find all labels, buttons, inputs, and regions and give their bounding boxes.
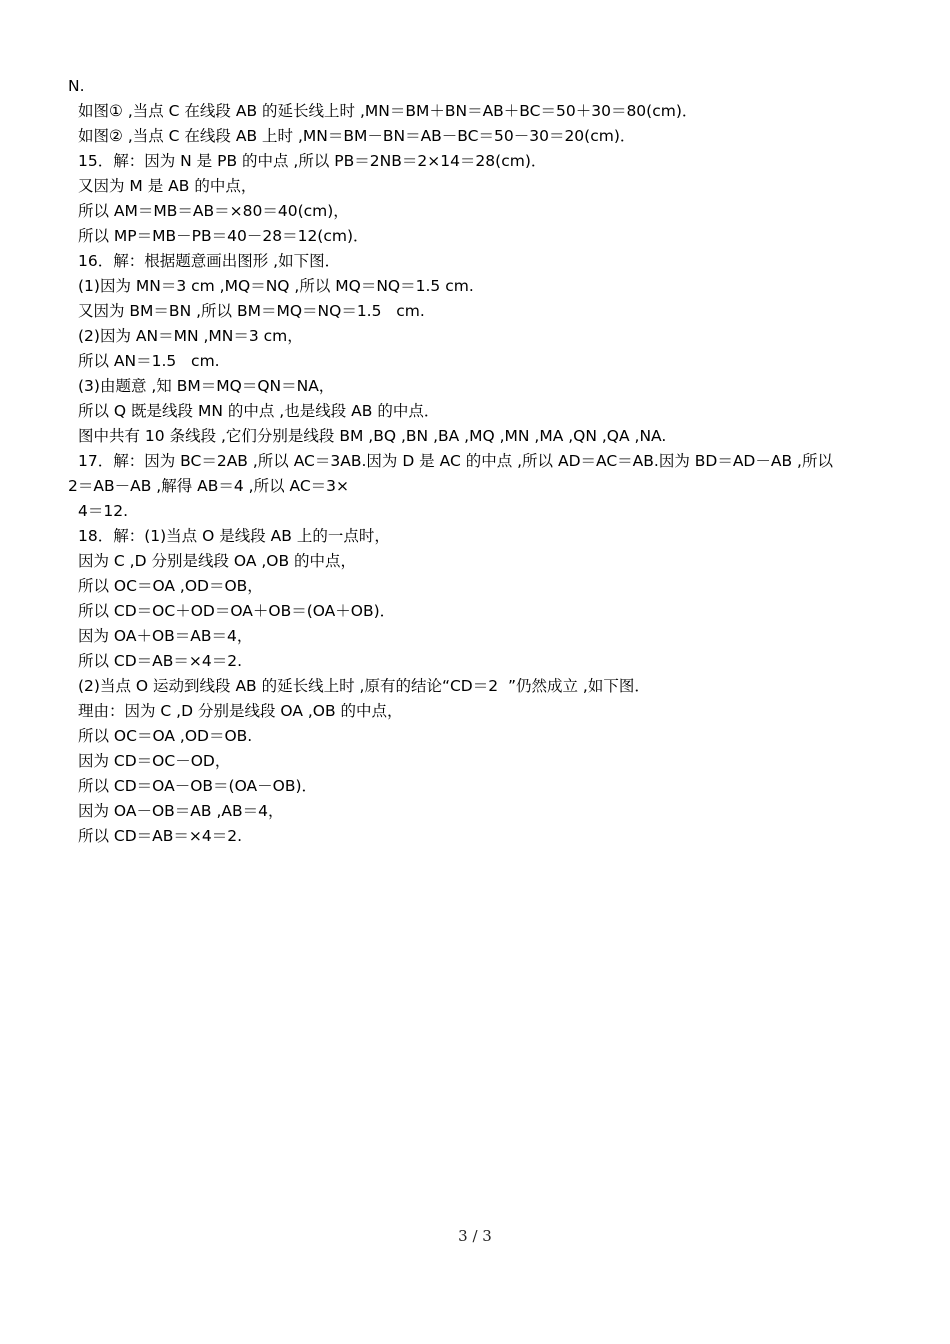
text-line: 所以 CD＝AB＝×4＝2. [78,652,243,670]
text-line: 16．解：根据题意画出图形 ,如下图． [78,252,341,270]
text-line: 2＝AB－AB ,解得 AB＝4 ,所以 AC＝3× [68,477,349,495]
text-line: 所以 AM＝MB＝AB＝×80＝40(cm)， [78,202,349,220]
text-line: 图中共有 10 条线段 ,它们分别是线段 BM ,BQ ,BN ,BA ,MQ ,MN ,MA ,QN ,QA ,NA. [78,427,667,445]
text-line: 如图① ,当点 C 在线段 AB 的延长线上时 ,MN＝BM＋BN＝AB＋BC＝50＋30＝80(cm)． [78,102,698,120]
text-line: (1)因为 MN＝3 cm ,MQ＝NQ ,所以 MQ＝NQ＝1.5 cm. [78,277,474,295]
text-line: 因为 OA－OB＝AB ,AB＝4， [78,802,284,820]
text-line: 如图② ,当点 C 在线段 AB 上时 ,MN＝BM－BN＝AB－BC＝50－30＝20(cm)． [78,127,636,145]
text-line: 所以 AN＝1.5 cm. [78,352,220,370]
text-line: (2)因为 AN＝MN ,MN＝3 cm， [78,327,303,345]
text-line: (2)当点 O 运动到线段 AB 的延长线上时 ,原有的结论“CD＝2 ”仍然成立 ,如下图． [78,677,650,695]
text-line: 所以 MP＝MB－PB＝40－28＝12(cm)． [78,227,369,245]
text-line: 15．解：因为 N 是 PB 的中点 ,所以 PB＝2NB＝2×14＝28(cm)． [78,152,547,170]
page-number: 3 / 3 [458,1227,492,1245]
text-line: 所以 CD＝AB＝×4＝2. [78,827,243,845]
text-line: 因为 OA＋OB＝AB＝4， [78,627,253,645]
text-line: 因为 CD＝OC－OD， [78,752,231,770]
text-line: 所以 OC＝OA ,OD＝OB. [78,727,253,745]
text-line: 4＝12. [78,502,129,520]
text-line: 17．解：因为 BC＝2AB ,所以 AC＝3AB.因为 D 是 AC 的中点 ,所以 AD＝AC＝AB.因为 BD＝AD－AB ,所以 [78,452,833,470]
solution-text [68,74,883,849]
text-line: N. [68,77,85,95]
text-line: (3)由题意 ,知 BM＝MQ＝QN＝NA， [78,377,335,395]
text-line: 又因为 BM＝BN ,所以 BM＝MQ＝NQ＝1.5 cm. [78,302,425,320]
text-line: 所以 Q 既是线段 MN 的中点 ,也是线段 AB 的中点． [78,402,440,420]
text-line: 理由：因为 C ,D 分别是线段 OA ,OB 的中点， [78,702,403,720]
text-line: 所以 CD＝OC＋OD＝OA＋OB＝(OA＋OB)． [78,602,396,620]
text-line: 因为 C ,D 分别是线段 OA ,OB 的中点， [78,552,357,570]
text-line: 所以 OC＝OA ,OD＝OB， [78,577,263,595]
text-line: 18．解：(1)当点 O 是线段 AB 上的一点时， [78,527,390,545]
text-line: 又因为 M 是 AB 的中点， [78,177,257,195]
text-line: 所以 CD＝OA－OB＝(OA－OB)． [78,777,318,795]
